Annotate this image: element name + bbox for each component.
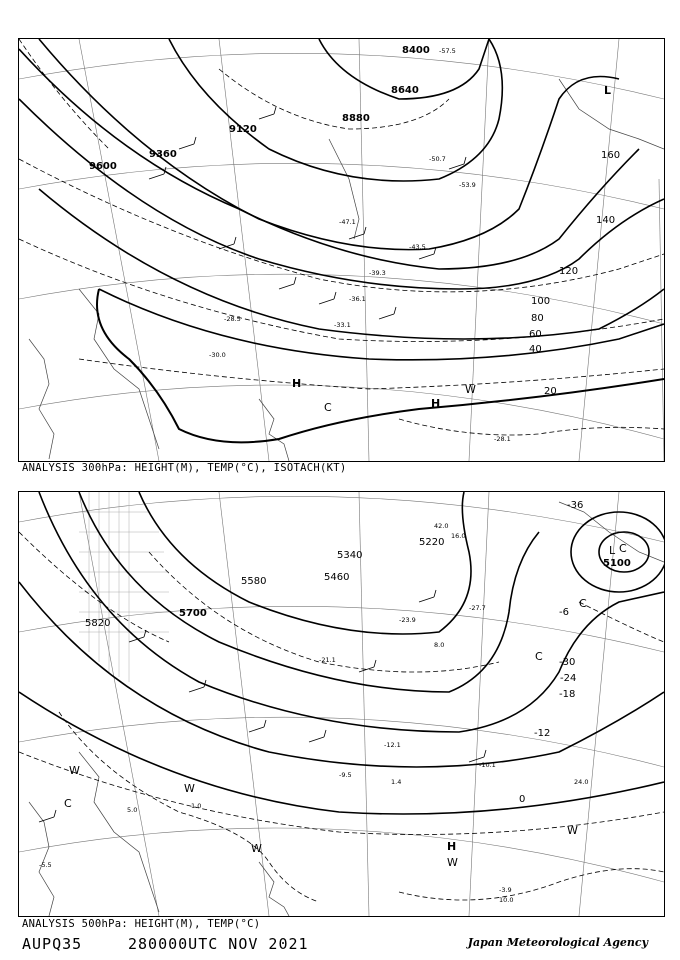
temp-label: -18 <box>559 689 576 700</box>
temp-value: -33.1 <box>334 321 351 329</box>
warm-marker: W <box>447 856 458 869</box>
height-labels <box>85 537 631 629</box>
warm-marker: W <box>465 383 476 396</box>
temp-value: -57.5 <box>439 47 456 55</box>
temp-value: -39.3 <box>369 269 386 277</box>
height-labels <box>89 45 430 172</box>
pressure-markers <box>64 542 627 869</box>
temp-value: -43.5 <box>409 243 426 251</box>
temp-label: -36 <box>567 500 584 511</box>
cold-marker: C <box>619 542 627 555</box>
caption-300hpa: ANALYSIS 300hPa: HEIGHT(M), TEMP(°C), ISOTACH(KT) <box>22 462 347 474</box>
temp-value: -28.1 <box>494 435 511 443</box>
isotach-label: 140 <box>596 215 616 226</box>
station-values <box>39 522 588 904</box>
height-label: 5340 <box>337 550 363 561</box>
warm-marker: W <box>251 842 262 855</box>
isotach-label: 40 <box>529 344 542 355</box>
station-value: 24.0 <box>574 778 589 786</box>
temp-label: -6 <box>559 607 569 618</box>
isotach-label: 160 <box>601 150 621 161</box>
station-value: 1.0 <box>191 802 202 810</box>
temp-value: -30.0 <box>209 351 226 359</box>
temp-value: -36.1 <box>349 295 366 303</box>
station-value: 10.0 <box>499 896 514 904</box>
station-value: -10.1 <box>479 761 496 769</box>
low-marker: L <box>609 544 616 557</box>
height-label: 5100 <box>603 558 631 569</box>
chart-id: AUPQ35 <box>22 935 83 953</box>
temp-value: -53.9 <box>459 181 476 189</box>
station-value: -9.5 <box>339 771 352 779</box>
map-500hpa-svg <box>19 492 664 916</box>
height-label: 5820 <box>85 618 111 629</box>
coastline <box>29 502 664 916</box>
height-label: 8880 <box>342 113 370 124</box>
station-value: 42.0 <box>434 522 449 530</box>
station-value: -21.1 <box>319 656 336 664</box>
station-value: -27.7 <box>469 604 486 612</box>
warm-marker: W <box>69 764 80 777</box>
station-value: -5.5 <box>39 861 52 869</box>
cold-marker: C <box>64 797 72 810</box>
warm-marker: W <box>567 824 578 837</box>
height-label: 9360 <box>149 149 177 160</box>
cold-marker: C <box>535 650 543 663</box>
height-contours <box>19 492 664 814</box>
high-marker: H <box>431 397 441 410</box>
temp-value: -50.7 <box>429 155 446 163</box>
height-label: 9600 <box>89 161 117 172</box>
temperature-contours <box>19 532 664 902</box>
temp-label: -12 <box>534 728 551 739</box>
station-value: -12.1 <box>384 741 401 749</box>
height-label: 5460 <box>324 572 350 583</box>
height-label: 5220 <box>419 537 445 548</box>
height-contours <box>19 39 664 360</box>
height-label: 8640 <box>391 85 419 96</box>
height-label: 5700 <box>179 608 207 619</box>
isotach-label: 20 <box>544 386 557 397</box>
isotach-labels <box>529 150 620 397</box>
valid-time: 280000UTC NOV 2021 <box>128 935 309 953</box>
analysis-300hpa-map <box>18 38 665 462</box>
isotach-temp-contours <box>19 39 664 435</box>
isotach-label: 60 <box>529 329 542 340</box>
analysis-500hpa-map <box>18 491 665 917</box>
jet-axis <box>97 289 664 442</box>
temp-label: -24 <box>560 673 577 684</box>
temp-label: 0 <box>519 794 526 805</box>
high-marker: H <box>447 840 457 853</box>
cold-marker: C <box>324 401 332 414</box>
height-label: 8400 <box>402 45 430 56</box>
height-label: 9120 <box>229 124 257 135</box>
temp-value: -47.1 <box>339 218 356 226</box>
isotach-label: 120 <box>559 266 579 277</box>
temp-label: -30 <box>559 657 576 668</box>
station-value: -23.9 <box>399 616 416 624</box>
isotach-label: 100 <box>531 296 551 307</box>
station-value: 5.0 <box>127 806 138 814</box>
cold-marker: C <box>579 597 587 610</box>
isotach-label: 80 <box>531 313 544 324</box>
map-300hpa-svg <box>19 39 664 461</box>
low-marker: L <box>604 84 612 97</box>
high-marker: H <box>292 377 302 390</box>
height-label: 5580 <box>241 576 267 587</box>
station-value: 16.0 <box>451 532 466 540</box>
agency-name: Japan Meteorological Agency <box>467 936 648 949</box>
warm-marker: W <box>184 782 195 795</box>
station-value: -3.9 <box>499 886 512 894</box>
station-value: 8.0 <box>434 641 445 649</box>
station-value: 1.4 <box>391 778 402 786</box>
temp-value: -28.5 <box>224 315 241 323</box>
caption-500hpa: ANALYSIS 500hPa: HEIGHT(M), TEMP(°C) <box>22 918 261 930</box>
